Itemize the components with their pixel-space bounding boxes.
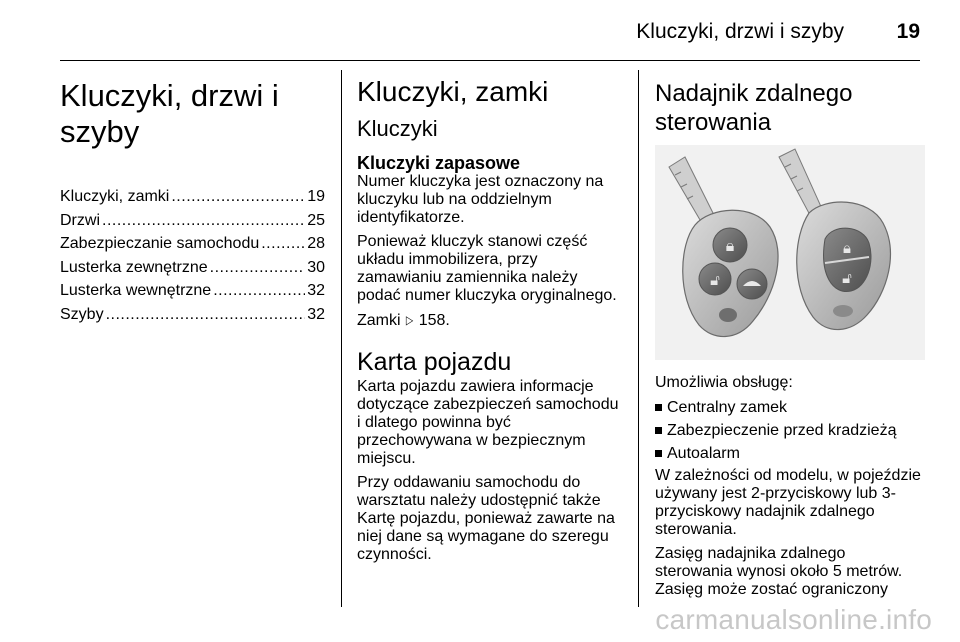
immobilizer-paragraph: Ponieważ kluczyk stanowi część układu immobilizera, przy zamawianiu zamiennika należy podać numer kluczyka oryginalnego. — [357, 233, 617, 304]
remote-control-title: Nadajnik zdalnego sterowania — [655, 80, 853, 136]
spare-keys-paragraph: Numer kluczyka jest oznaczony na kluczyku lub na oddzielnym identyfikatorze. — [357, 173, 604, 226]
toc-entry-label: Lusterka zewnętrzne — [60, 258, 208, 276]
toc-leader-dots — [171, 185, 305, 209]
running-header — [60, 18, 920, 52]
column-divider-2 — [638, 70, 639, 607]
toc-leader-dots — [106, 303, 306, 327]
svg-text:🔓︎: 🔓︎ — [710, 272, 720, 289]
cross-reference-label: Zamki — [357, 312, 401, 329]
running-title: Kluczyki, drzwi i szyby — [636, 20, 844, 43]
list-item — [655, 421, 925, 441]
toc-entry-page: 32 — [307, 282, 325, 299]
toc-entry-page: 25 — [307, 211, 325, 229]
svg-text:🔒︎: 🔒︎ — [725, 238, 735, 255]
list-item-label: Zabezpieczenie przed kradzieżą — [667, 422, 897, 439]
toc-entry-label: Szyby — [60, 305, 104, 323]
header-divider — [60, 60, 920, 61]
spare-keys-heading: Kluczyki zapasowe — [357, 153, 521, 173]
toc-entry-page: 32 — [307, 305, 325, 323]
section-title: Kluczyki, zamki — [357, 76, 549, 107]
remote-control-column — [655, 70, 925, 605]
list-item-label: Centralny zamek — [667, 399, 788, 416]
toc-entry[interactable] — [60, 232, 325, 256]
remote-range-paragraph: Zasięg nadajnika zdalnego sterowania wynosi około 5 metrów. Zasięg może zostać ograniczony — [655, 545, 903, 598]
list-item — [655, 444, 925, 464]
toc-entry[interactable] — [60, 279, 325, 303]
toc-entry[interactable] — [60, 303, 325, 327]
remote-variants-paragraph: W zależności od modelu, w pojeździe używany jest 2-przyciskowy lub 3-przyciskowy nadajnik zdalnego sterowania. — [655, 467, 921, 538]
list-item-label: Autoalarm — [667, 445, 740, 462]
keys-column — [357, 70, 625, 570]
toc-entry-page: 28 — [307, 235, 325, 252]
list-item — [655, 398, 925, 418]
capabilities-intro: Umożliwia obsługę: — [655, 374, 793, 391]
chapter-toc-column — [60, 70, 325, 326]
toc-leader-dots — [210, 256, 306, 280]
reference-arrow-icon: ▷ — [405, 313, 414, 327]
cross-reference[interactable] — [357, 311, 625, 330]
toc-entry-label: Drzwi — [60, 211, 100, 229]
watermark: carmanualsonline.info — [655, 604, 932, 635]
toc-entry[interactable] — [60, 209, 325, 233]
bullet-icon — [655, 427, 662, 434]
toc-entry[interactable] — [60, 256, 325, 280]
toc-leader-dots — [261, 232, 305, 256]
toc-entry-label: Kluczyki, zamki — [60, 188, 170, 205]
capabilities-list — [655, 398, 925, 464]
svg-text:🔒︎: 🔒︎ — [843, 240, 851, 257]
toc-leader-dots — [213, 279, 305, 303]
chapter-title: Kluczyki, drzwi i szyby — [60, 78, 279, 149]
svg-text:🔓︎: 🔓︎ — [842, 270, 852, 287]
toc-entry[interactable] — [60, 185, 325, 209]
vehicle-card-heading: Karta pojazdu — [357, 348, 512, 376]
toc-leader-dots — [102, 209, 305, 233]
table-of-contents — [60, 185, 325, 326]
toc-entry-page: 19 — [307, 188, 325, 205]
subsection-title: Kluczyki — [357, 116, 438, 141]
remote-key-illustration — [655, 145, 925, 360]
page-number: 19 — [896, 20, 920, 43]
vehicle-card-paragraph-1: Karta pojazdu zawiera informacje dotyczące zabezpieczeń samochodu i dlatego powinna być przechowywana w bezpiecznym miejscu. — [357, 378, 619, 467]
bullet-icon — [655, 450, 662, 457]
cross-reference-page: 158. — [418, 312, 450, 329]
vehicle-card-paragraph-2: Przy oddawaniu samochodu do warsztatu należy udostępnić także Kartę pojazdu, ponieważ zawarte na niej dane są wymagane do szeregu czynności. — [357, 474, 615, 563]
toc-entry-page: 30 — [307, 258, 325, 276]
toc-entry-label: Zabezpieczanie samochodu — [60, 235, 260, 252]
column-divider-1 — [341, 70, 342, 607]
bullet-icon — [655, 404, 662, 411]
toc-entry-label: Lusterka wewnętrzne — [60, 282, 212, 299]
